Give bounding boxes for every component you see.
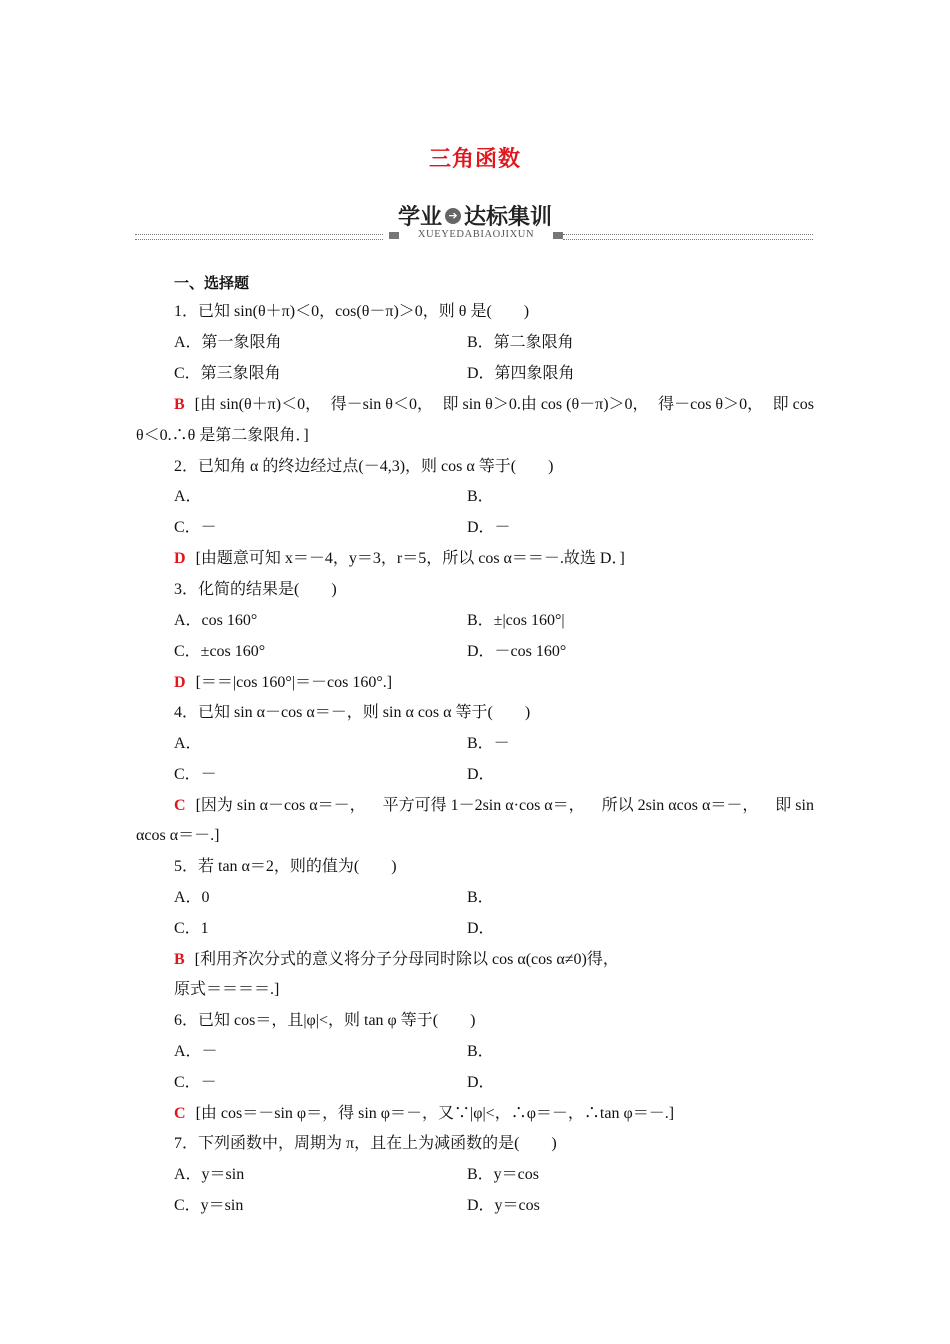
- question-2-stem: 2．已知角 α 的终边经过点(－4,3)，则 cos α 等于( ): [174, 458, 554, 475]
- answer-text: [由 sin(θ＋π)＜0，: [194, 396, 322, 413]
- question-6-option-d: D．: [467, 1074, 495, 1091]
- question-7-option-d: D．y＝cos: [467, 1197, 540, 1214]
- question-1-stem: 1．已知 sin(θ＋π)＜0，cos(θ－π)＞0，则 θ 是( ): [174, 303, 530, 320]
- question-6-stem: 6．已知 cos＝，且|φ|<，则 tan φ 等于( ): [174, 1012, 476, 1029]
- question-3-option-b: B．±|cos 160°|: [467, 612, 565, 629]
- answer-letter: B: [174, 396, 185, 413]
- answer-text: 得－cos θ＞0，: [658, 396, 764, 413]
- question-3-stem: 3．化简的结果是( ): [174, 581, 337, 598]
- answer-text: 即 sin: [775, 797, 814, 814]
- dotted-rule-left: [135, 234, 383, 240]
- question-3-option-c: C．±cos 160°: [174, 643, 266, 660]
- question-6-option-c: C．－: [174, 1074, 217, 1091]
- answer-text: [利用齐次分式的意义将分子分母同时除以 cos α(cos α≠0)得，: [194, 951, 619, 968]
- section-heading: 一、选择题: [174, 274, 250, 292]
- question-3-option-d: D．－cos 160°: [467, 643, 567, 660]
- question-4-answer-cont: αcos α＝－.]: [136, 827, 220, 844]
- banner-subtitle: XUEYEDABIAOJIXUN: [417, 229, 535, 240]
- answer-text: [因为 sin α－cos α＝－，: [195, 797, 366, 814]
- question-6-option-a: A．－: [174, 1043, 218, 1060]
- question-4-option-a: A．: [174, 735, 202, 752]
- answer-text: 所以 2sin αcos α＝－，: [601, 797, 759, 814]
- banner-block-left: [389, 232, 399, 239]
- question-2-option-a: A．: [174, 488, 202, 505]
- section-banner: [0, 200, 950, 231]
- answer-text: [由题意可知 x＝－4，y＝3，r＝5，所以 cos α＝＝－.故选 D．]: [195, 550, 625, 567]
- arrow-right-icon: ➔: [445, 208, 461, 224]
- question-4-option-b: B．－: [467, 735, 510, 752]
- question-3-answer: [174, 673, 392, 693]
- answer-letter: D: [174, 550, 186, 567]
- banner-block-right: [553, 232, 563, 239]
- question-2-answer: [174, 549, 625, 569]
- question-1-option-c: C．第三象限角: [174, 365, 281, 382]
- banner-decoration: [135, 229, 813, 243]
- question-5-option-d: D．: [467, 920, 495, 937]
- question-4-stem: 4．已知 sin α－cos α＝－，则 sin α cos α 等于( ): [174, 704, 531, 721]
- question-1-option-b: B．第二象限角: [467, 334, 574, 351]
- question-7-option-c: C．y＝sin: [174, 1197, 244, 1214]
- answer-text: [由 cos＝－sin φ＝，得 sin φ＝－，又∵|φ|<，∴φ＝－，∴tan φ＝－.]: [195, 1105, 675, 1122]
- answer-text: 平方可得 1－2sin α·cos α＝，: [382, 797, 585, 814]
- question-6-option-b: B．: [467, 1043, 494, 1060]
- question-4-answer: [174, 796, 814, 816]
- question-1-answer-cont: θ＜0.∴θ 是第二象限角．]: [136, 427, 309, 444]
- question-5-option-a: A．0: [174, 889, 210, 906]
- question-4-option-d: D．: [467, 766, 495, 783]
- question-5-answer-cont: 原式＝＝＝＝.]: [174, 981, 280, 998]
- answer-text: [＝＝|cos 160°|＝－cos 160°.]: [195, 674, 393, 691]
- answer-text: 得－sin θ＜0，: [330, 396, 433, 413]
- answer-letter: B: [174, 951, 185, 968]
- question-1-option-a: A．第一象限角: [174, 334, 282, 351]
- question-6-answer: [174, 1104, 674, 1124]
- question-7-stem: 7．下列函数中，周期为 π，且在上为减函数的是( ): [174, 1135, 557, 1152]
- question-2-option-d: D．－: [467, 519, 511, 536]
- answer-letter: C: [174, 797, 186, 814]
- answer-text: 即 sin θ＞0.由 cos (θ－π)＞0，: [442, 396, 649, 413]
- question-5-option-b: B．: [467, 889, 494, 906]
- question-4-option-c: C．－: [174, 766, 217, 783]
- answer-letter: D: [174, 674, 186, 691]
- banner-left-text: 学业: [397, 205, 442, 230]
- answer-letter: C: [174, 1105, 186, 1122]
- question-7-option-a: A．y＝sin: [174, 1166, 245, 1183]
- answer-text: 即 cos: [772, 396, 814, 413]
- page-title: 三角函数: [428, 146, 521, 171]
- dotted-rule-right: [563, 234, 813, 240]
- question-7-option-b: B．y＝cos: [467, 1166, 540, 1183]
- question-5-stem: 5．若 tan α＝2，则的值为( ): [174, 858, 397, 875]
- question-1-answer: [174, 395, 814, 415]
- question-5-option-c: C．1: [174, 920, 209, 937]
- question-1-option-d: D．第四象限角: [467, 365, 575, 382]
- question-2-option-c: C．－: [174, 519, 217, 536]
- question-5-answer: [174, 950, 619, 970]
- question-3-option-a: A．cos 160°: [174, 612, 258, 629]
- question-2-option-b: B．: [467, 488, 494, 505]
- banner-right-text: 达标集训: [464, 205, 553, 230]
